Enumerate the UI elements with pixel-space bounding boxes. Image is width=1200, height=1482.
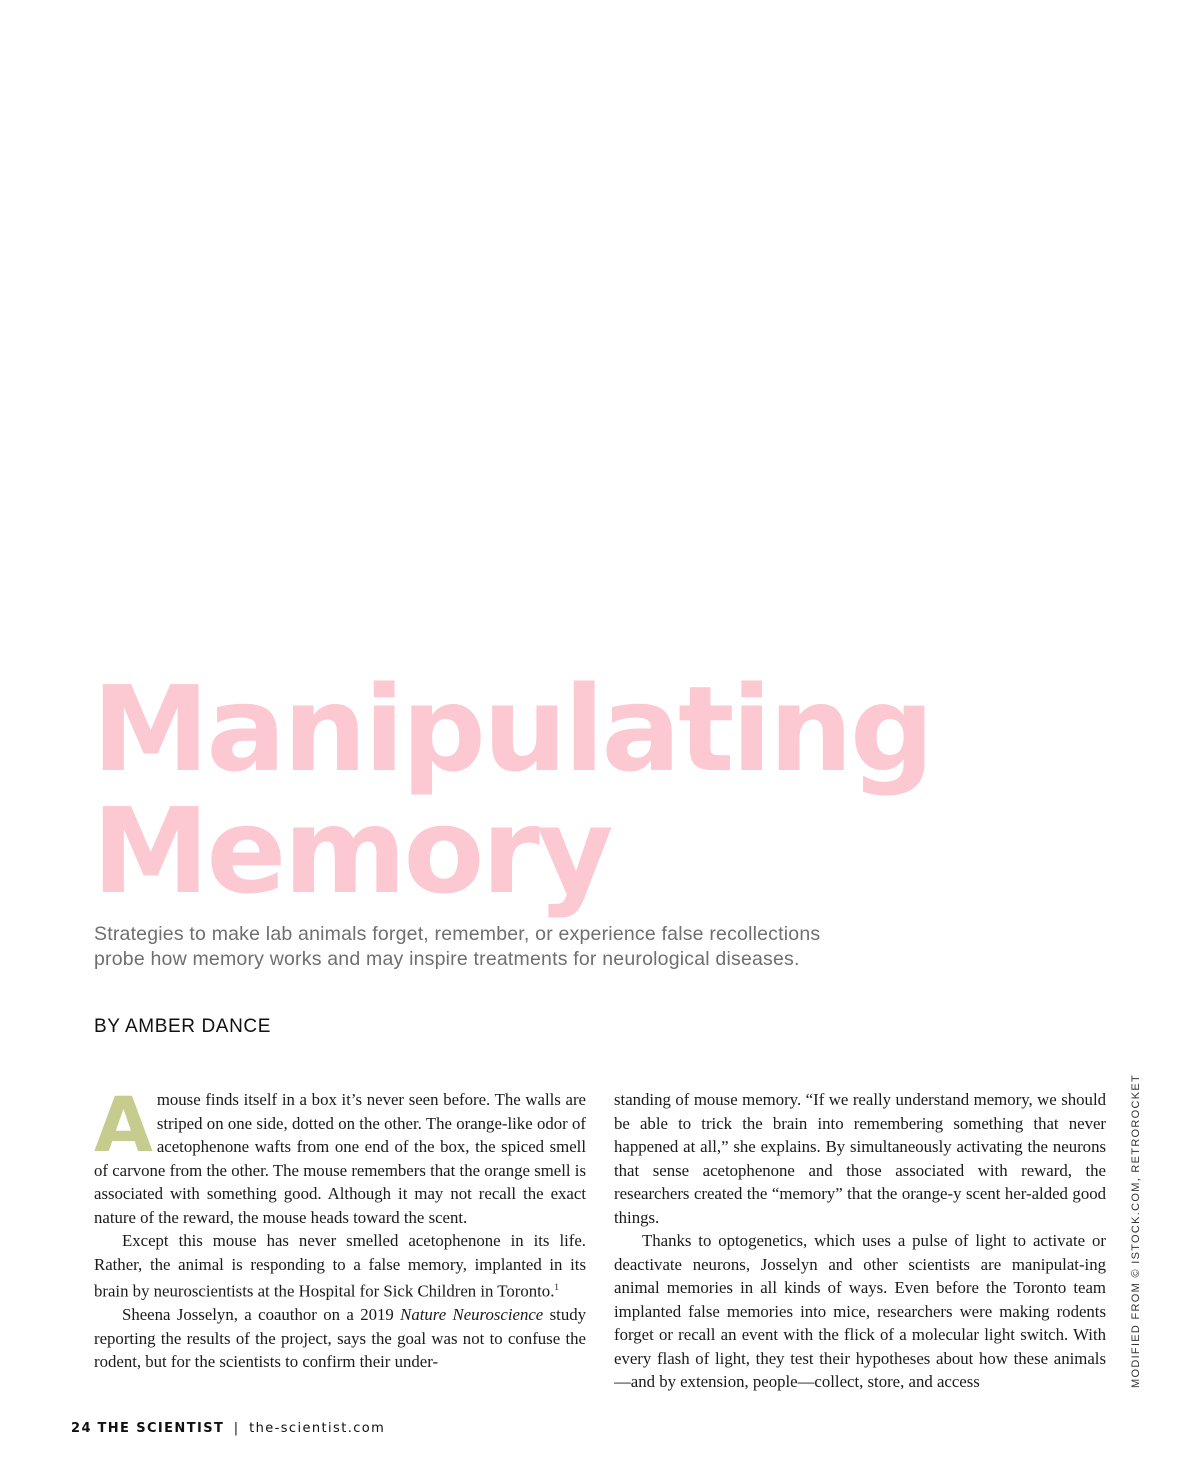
drop-cap: A <box>94 1080 153 1169</box>
article-dek <box>94 922 924 972</box>
dek-line-1: Strategies to make lab animals forget, remember, or experience false recollections <box>94 923 821 945</box>
paragraph-2 <box>94 1229 586 1303</box>
paragraph-3-continued: standing of mouse memory. “If we really understand memory, we should be able to trick the brain into remembering something that never happened at all,” she explains. By simultaneously activating the neurons that sense acetophenone and those associated with reward, the researchers created the “memory” that the orange-y scent her-alded good things. <box>614 1090 1106 1227</box>
paragraph-3-text-start: Sheena Josselyn, a coauthor on a 2019 <box>122 1305 401 1325</box>
dek-line-2: probe how memory works and may inspire treatments for neurological diseases. <box>94 948 800 970</box>
title-line-2: Memory <box>92 782 611 920</box>
footer-separator: | <box>233 1421 240 1436</box>
image-credit <box>1128 1073 1146 1388</box>
journal-name: Nature Neuroscience <box>400 1305 544 1325</box>
paragraph-3 <box>94 1303 586 1374</box>
paragraph-1 <box>94 1080 586 1229</box>
paragraph-2-text: Except this mouse has never smelled acetophenone in its life. Rather, the animal is responding to a false memory, implanted in its brain by neuroscientists at the Hospital for Sick Children in Toronto. <box>94 1231 586 1301</box>
title-line-1: Manipulating <box>92 660 932 798</box>
magazine-name: THE SCIENTIST <box>97 1421 225 1436</box>
body-column-right <box>614 1088 1106 1394</box>
website-url: the-scientist.com <box>249 1421 386 1436</box>
paragraph-3-text-end: study reporting the results of the project, says the goal was not to confuse the rodent, but for the scientists to confirm their under- <box>94 1305 586 1372</box>
body-column-left <box>94 1080 586 1374</box>
image-credit-text: MODIFIED FROM © ISTOCK.COM, RETROROCKET <box>1130 1073 1142 1388</box>
byline: BY AMBER DANCE <box>94 1016 271 1037</box>
footnote-marker: 1 <box>554 1282 559 1292</box>
page-number: 24 <box>71 1421 92 1436</box>
page-footer <box>71 1421 385 1436</box>
paragraph-4: Thanks to optogenetics, which uses a pulse of light to activate or deactivate neurons, Josselyn and other scientists are manipulat-ing animal memories in all kinds of ways. Even before the Toronto team implanted false memories into mice, researchers were making rodents forget or recall an event with the flick of a molecular light switch. With every flash of light, they test their hypotheses about how these animals—and by extension, people—collect, store, and access <box>614 1231 1106 1391</box>
paragraph-1-text: mouse finds itself in a box it’s never seen before. The walls are striped on one side, dotted on the other. The orange-like odor of acetophenone wafts from one end of the box, the spiced smell of carvone from the other. The mouse remembers that the orange smell is associated with something good. Although it may not recall the exact nature of the reward, the mouse heads toward the scent. <box>94 1090 586 1227</box>
article-title <box>92 660 992 920</box>
